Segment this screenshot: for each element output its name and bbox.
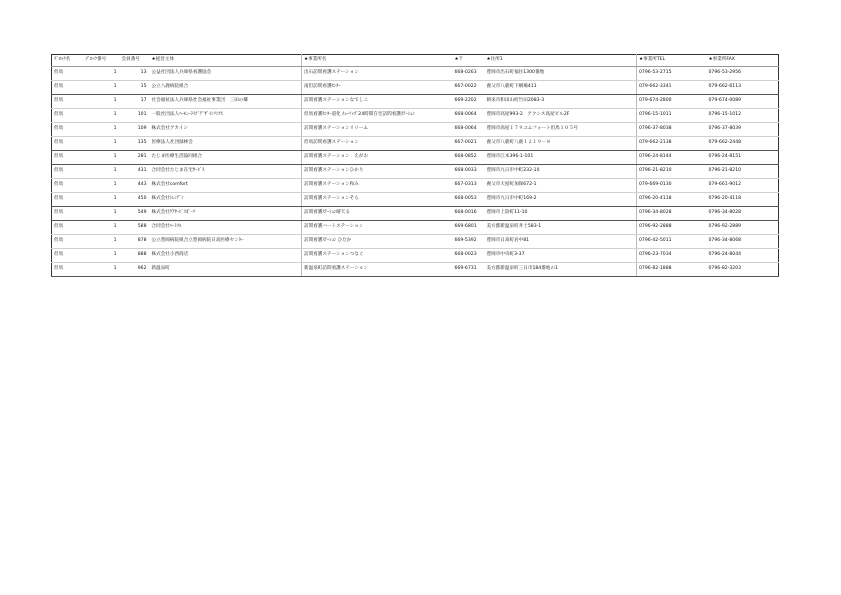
- cell-postal-code: 668-0053: [453, 193, 485, 207]
- cell-address: 豊岡市九日市中町169-2: [485, 193, 637, 207]
- table-row: [52, 109, 779, 123]
- spreadsheet-page: [51, 54, 778, 277]
- cell-address: 養父市大屋町加保672-1: [485, 179, 637, 193]
- cell-member-number: 109: [120, 123, 150, 137]
- cell-block-name: 但馬: [52, 109, 84, 123]
- cell-block-name: 但馬: [52, 81, 84, 95]
- cell-block-name: 但馬: [52, 67, 84, 81]
- cell-postal-code: 669-6801: [453, 221, 485, 235]
- cell-facility-tel: 0796-23-7034: [637, 249, 707, 263]
- cell-facility-fax: 079-662-6113: [707, 81, 779, 95]
- header-facility-fax: ★事業所FAX: [707, 55, 779, 67]
- cell-member-number: 549: [120, 207, 150, 221]
- cell-operator: 一般社団法人ﾊｰﾓﾆｰﾗｲﾌﾞﾃﾞｻﾞｲﾝﾘﾝｸｽ: [150, 109, 302, 123]
- cell-address: 豊岡市高屋993-2 アクシス高屋ビル2F: [485, 109, 637, 123]
- cell-address: 養父市八鹿町下網場411: [485, 81, 637, 95]
- cell-block-name: 但馬: [52, 193, 84, 207]
- cell-block-name: 但馬: [52, 221, 84, 235]
- cell-address: 豊岡市中央町3-37: [485, 249, 637, 263]
- cell-postal-code: 668-0263: [453, 67, 485, 81]
- cell-facility-tel: 0796-92-2888: [637, 221, 707, 235]
- cell-block-name: 但馬: [52, 179, 84, 193]
- header-block-number: ﾌﾞﾛｯｸ番号: [84, 55, 120, 67]
- table-row: [52, 193, 779, 207]
- cell-facility-name: 新温泉町訪問看護ステーション: [302, 263, 453, 277]
- cell-facility-fax: 079-662-2448: [707, 137, 779, 151]
- cell-facility-tel: 079-674-2800: [637, 95, 707, 109]
- cell-member-number: 13: [120, 67, 150, 81]
- cell-facility-name: 訪問看護ハートステーション: [302, 221, 453, 235]
- cell-block-number: 1: [84, 263, 120, 277]
- header-facility-tel: ★事業所TEL: [637, 55, 707, 67]
- cell-facility-tel: 079-662-2138: [637, 137, 707, 151]
- cell-operator: たじま医療生活協同組合: [150, 151, 302, 165]
- cell-member-number: 281: [120, 151, 150, 165]
- cell-block-number: 1: [84, 137, 120, 151]
- cell-member-number: 101: [120, 109, 150, 123]
- cell-operator: 株式会社comfort: [150, 179, 302, 193]
- header-operator: ★経営主体: [150, 55, 302, 67]
- cell-member-number: 431: [120, 165, 150, 179]
- cell-facility-fax: 0796-24-8151: [707, 151, 779, 165]
- cell-address: 豊岡市日高町岩中81: [485, 235, 637, 249]
- cell-block-number: 1: [84, 109, 120, 123]
- cell-postal-code: 669-6731: [453, 263, 485, 277]
- cell-member-number: 450: [120, 193, 150, 207]
- cell-postal-code: 669-2202: [453, 95, 485, 109]
- cell-facility-name: 訪問看護ｽﾃｰｼｮﾝ ひだか: [302, 235, 453, 249]
- cell-block-number: 1: [84, 123, 120, 137]
- cell-address: 朝来市和田山町竹田2083-3: [485, 95, 637, 109]
- cell-facility-tel: 0796-20-4118: [637, 193, 707, 207]
- cell-facility-name: 訪問看護ｽﾃｰｼｮﾝ晴天る: [302, 207, 453, 221]
- cell-address: 豊岡市高屋１７９ユムフォート但馬１０５号: [485, 123, 637, 137]
- header-block-name: ﾌﾞﾛｯｸ名: [52, 55, 84, 67]
- cell-facility-name: 訪問看護ステーション えがお: [302, 151, 453, 165]
- cell-facility-tel: 0796-24-8144: [637, 151, 707, 165]
- cell-postal-code: 667-0313: [453, 179, 485, 193]
- cell-operator: 新温泉町: [150, 263, 302, 277]
- table-row: [52, 81, 779, 95]
- cell-postal-code: 668-0064: [453, 123, 485, 137]
- cell-block-name: 但馬: [52, 165, 84, 179]
- cell-facility-tel: 079-669-0130: [637, 179, 707, 193]
- table-row: [52, 67, 779, 81]
- cell-member-number: 17: [120, 95, 150, 109]
- cell-address: 豊岡市上陰町11-10: [485, 207, 637, 221]
- cell-facility-fax: 0796-34-8068: [707, 235, 779, 249]
- cell-member-number: 588: [120, 221, 150, 235]
- cell-block-number: 1: [84, 179, 120, 193]
- cell-facility-tel: 0796-37-8038: [637, 123, 707, 137]
- cell-facility-fax: 0796-37-8039: [707, 123, 779, 137]
- table-row: [52, 179, 779, 193]
- cell-facility-name: 訪問看護ステーション和み: [302, 179, 453, 193]
- cell-operator: 合同会社ﾊｰﾄﾌﾙ: [150, 221, 302, 235]
- cell-postal-code: 667-0022: [453, 81, 485, 95]
- table-row: [52, 95, 779, 109]
- header-member-number: 会員番号: [120, 55, 150, 67]
- header-postal-code: ★〒: [453, 55, 485, 67]
- cell-facility-name: 南但訪問看護ｾﾝﾀｰ: [302, 81, 453, 95]
- cell-facility-tel: 0796-42-5011: [637, 235, 707, 249]
- cell-facility-fax: 0796-21-8210: [707, 165, 779, 179]
- cell-operator: 公立八鹿病院組合: [150, 81, 302, 95]
- cell-facility-fax: 0796-20-4118: [707, 193, 779, 207]
- cell-facility-fax: 0796-92-2889: [707, 221, 779, 235]
- cell-address: 豊岡市江本396-1-101: [485, 151, 637, 165]
- table-body: [52, 55, 779, 277]
- cell-member-number: 135: [120, 137, 150, 151]
- cell-facility-name: 訪問看護ステーションつなぐ: [302, 249, 453, 263]
- cell-facility-name: 但馬訪問看護ステーション: [302, 137, 453, 151]
- cell-facility-tel: 0796-82-1888: [637, 263, 707, 277]
- cell-postal-code: 668-0023: [453, 249, 485, 263]
- cell-facility-fax: 0796-34-8028: [707, 207, 779, 221]
- cell-block-number: 1: [84, 81, 120, 95]
- table-row: [52, 207, 779, 221]
- cell-block-number: 1: [84, 221, 120, 235]
- cell-block-name: 但馬: [52, 249, 84, 263]
- cell-facility-name: 訪問看護ステーションそら: [302, 193, 453, 207]
- cell-operator: 公立豊岡病院組合立豊岡病院日高医療センﾀｰ: [150, 235, 302, 249]
- cell-facility-name: 訪問看護ステーションなでしこ: [302, 95, 453, 109]
- cell-member-number: 888: [120, 249, 150, 263]
- cell-postal-code: 669-5392: [453, 235, 485, 249]
- cell-member-number: 962: [120, 263, 150, 277]
- cell-address: 養父市八鹿町八鹿１２１９－８: [485, 137, 637, 151]
- cell-facility-name: 出石訪問看護ステーション: [302, 67, 453, 81]
- cell-facility-fax: 079-674-0089: [707, 95, 779, 109]
- cell-facility-name: 但馬看護ｾﾝﾀｰ道化 ﾁｭｰﾘｯﾌﾟ24時間在宅訪問看護ｽﾃｰｼｮﾝ: [302, 109, 453, 123]
- table-row: [52, 137, 779, 151]
- cell-operator: 合同会社たじま在宅ｻｰﾋﾞｽ: [150, 165, 302, 179]
- cell-member-number: 443: [120, 179, 150, 193]
- cell-facility-tel: 079-662-3341: [637, 81, 707, 95]
- table-row: [52, 123, 779, 137]
- cell-block-number: 1: [84, 193, 120, 207]
- cell-block-name: 但馬: [52, 137, 84, 151]
- cell-block-name: 但馬: [52, 95, 84, 109]
- cell-postal-code: 667-0021: [453, 137, 485, 151]
- cell-block-name: 但馬: [52, 207, 84, 221]
- cell-block-number: 1: [84, 207, 120, 221]
- cell-address: 豊岡市九日市中町232-10: [485, 165, 637, 179]
- cell-address: 美方郡新温泉町三日市184番地の1: [485, 263, 637, 277]
- cell-facility-name: 訪問看護ステーションひかり: [302, 165, 453, 179]
- cell-facility-fax: 0796-24-8044: [707, 249, 779, 263]
- cell-block-number: 1: [84, 95, 120, 109]
- cell-member-number: 878: [120, 235, 150, 249]
- cell-member-number: 15: [120, 81, 150, 95]
- cell-facility-tel: 0796-21-8210: [637, 165, 707, 179]
- cell-facility-fax: 079-661-9012: [707, 179, 779, 193]
- table-row: [52, 221, 779, 235]
- cell-facility-fax: 0796-53-2956: [707, 67, 779, 81]
- table-row: [52, 235, 779, 249]
- cell-facility-name: 訪問看護ステーションリリーム: [302, 123, 453, 137]
- cell-address: 豊岡市出石町福住1300番地: [485, 67, 637, 81]
- facility-table: [51, 54, 779, 277]
- cell-block-number: 1: [84, 235, 120, 249]
- cell-block-number: 1: [84, 151, 120, 165]
- cell-block-name: 但馬: [52, 123, 84, 137]
- cell-facility-fax: 0796-82-3203: [707, 263, 779, 277]
- header-facility-name: ★事業所名: [302, 55, 453, 67]
- cell-block-name: 但馬: [52, 151, 84, 165]
- cell-postal-code: 668-0852: [453, 151, 485, 165]
- table-row: [52, 263, 779, 277]
- header-address: ★住所1: [485, 55, 637, 67]
- cell-operator: 株式会社アカイシ: [150, 123, 302, 137]
- cell-operator: 株式会社小西商店: [150, 249, 302, 263]
- cell-facility-fax: 0796-15-1012: [707, 109, 779, 123]
- cell-operator: 医療法人社団緑林会: [150, 137, 302, 151]
- cell-facility-tel: 0796-53-2715: [637, 67, 707, 81]
- cell-operator: 株式会社ｹｱｻｰﾋﾞｽﾎﾟｰﾂ: [150, 207, 302, 221]
- cell-operator: 株式会社ﾄﾚﾝﾃﾞﾝ: [150, 193, 302, 207]
- cell-facility-tel: 0796-15-1011: [637, 109, 707, 123]
- table-row: [52, 151, 779, 165]
- cell-operator: 公益社団法人兵庫県看護協会: [150, 67, 302, 81]
- table-row: [52, 249, 779, 263]
- cell-postal-code: 668-0016: [453, 207, 485, 221]
- cell-operator: 社会福祉法人兵庫県社会福祉事業団 三田の郷: [150, 95, 302, 109]
- header-row: [52, 55, 779, 67]
- cell-facility-tel: 0796-34-8028: [637, 207, 707, 221]
- table-row: [52, 165, 779, 179]
- cell-block-name: 但馬: [52, 235, 84, 249]
- cell-block-number: 1: [84, 67, 120, 81]
- cell-postal-code: 668-0033: [453, 165, 485, 179]
- cell-address: 美方郡新温泉町井土583-1: [485, 221, 637, 235]
- cell-block-number: 1: [84, 249, 120, 263]
- cell-postal-code: 668-0064: [453, 109, 485, 123]
- cell-block-name: 但馬: [52, 263, 84, 277]
- cell-block-number: 1: [84, 165, 120, 179]
